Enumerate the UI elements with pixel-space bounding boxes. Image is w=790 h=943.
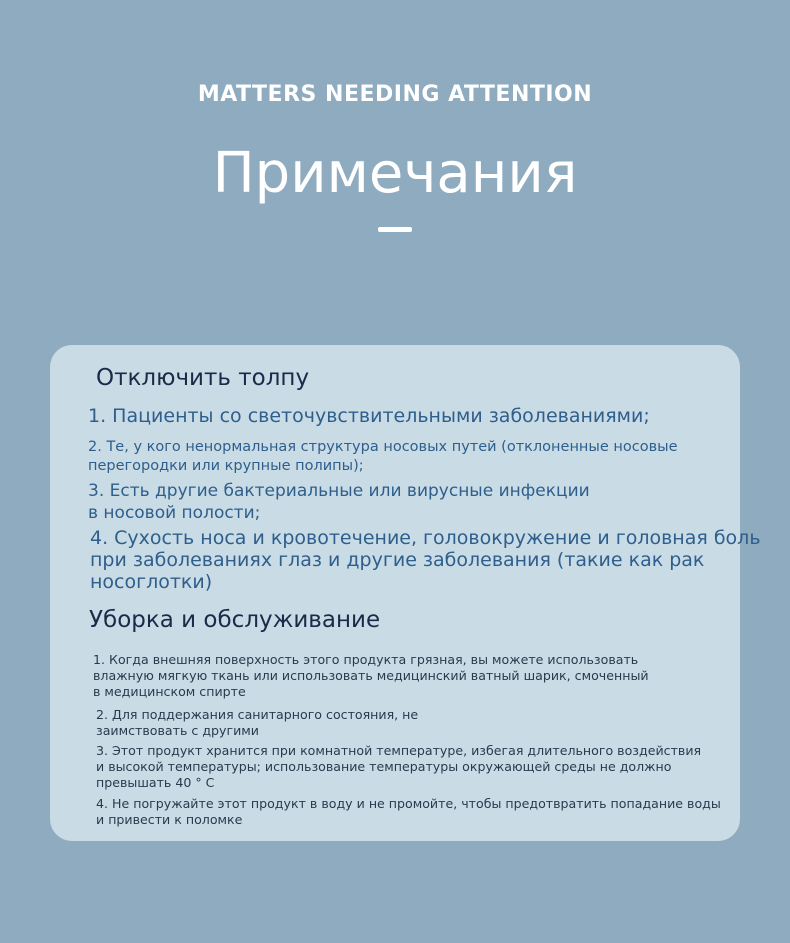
maintenance-item-1-line-1: 1. Когда внешняя поверхность этого продукта грязная, вы можете использовать — [93, 652, 639, 667]
maintenance-item-1-line-3: в медицинском спирте — [93, 684, 246, 699]
contraindication-item-3-line-1: 3. Есть другие бактериальные или вирусные инфекции — [88, 481, 590, 501]
maintenance-item-2-line-2: заимствовать с другими — [96, 723, 259, 738]
contraindication-item-1-line-1: 1. Пациенты со светочувствительными заболеваниями; — [88, 405, 650, 427]
contraindication-item-4-line-3: носоглотки) — [90, 571, 213, 593]
maintenance-item-3-line-3: превышать 40 ° C — [96, 775, 215, 790]
notes-card — [50, 345, 761, 841]
contraindication-item-4-line-1: 4. Сухость носа и кровотечение, головокружение и головная боль — [90, 527, 761, 549]
section-eyebrow: MATTERS NEEDING ATTENTION — [197, 82, 593, 107]
contraindications-heading: Отключить толпу — [96, 365, 310, 391]
maintenance-item-3-line-2: и высокой температуры; использование температуры окружающей среды не должно — [96, 759, 672, 774]
maintenance-item-4-line-2: и привести к поломке — [96, 812, 243, 827]
page-title: Примечания — [212, 141, 578, 206]
contraindication-item-4-line-2: при заболеваниях глаз и другие заболевания (такие как рак — [90, 549, 705, 571]
maintenance-item-1-line-2: влажную мягкую ткань или использовать медицинский ватный шарик, смоченный — [93, 668, 649, 683]
maintenance-item-2-line-1: 2. Для поддержания санитарного состояния, не — [96, 707, 419, 722]
contraindication-item-3-line-2: в носовой полости; — [88, 503, 261, 523]
maintenance-item-3-line-1: 3. Этот продукт хранится при комнатной температуре, избегая длительного воздействия — [96, 743, 702, 758]
contraindication-item-2-line-1: 2. Те, у кого ненормальная структура носовых путей (отклоненные носовые — [88, 439, 678, 455]
title-divider — [378, 227, 412, 232]
maintenance-heading: Уборка и обслуживание — [89, 607, 381, 633]
maintenance-item-4-line-1: 4. Не погружайте этот продукт в воду и не промойте, чтобы предотвратить попадание воды — [96, 796, 721, 811]
contraindication-item-2-line-2: перегородки или крупные полипы); — [88, 458, 364, 474]
